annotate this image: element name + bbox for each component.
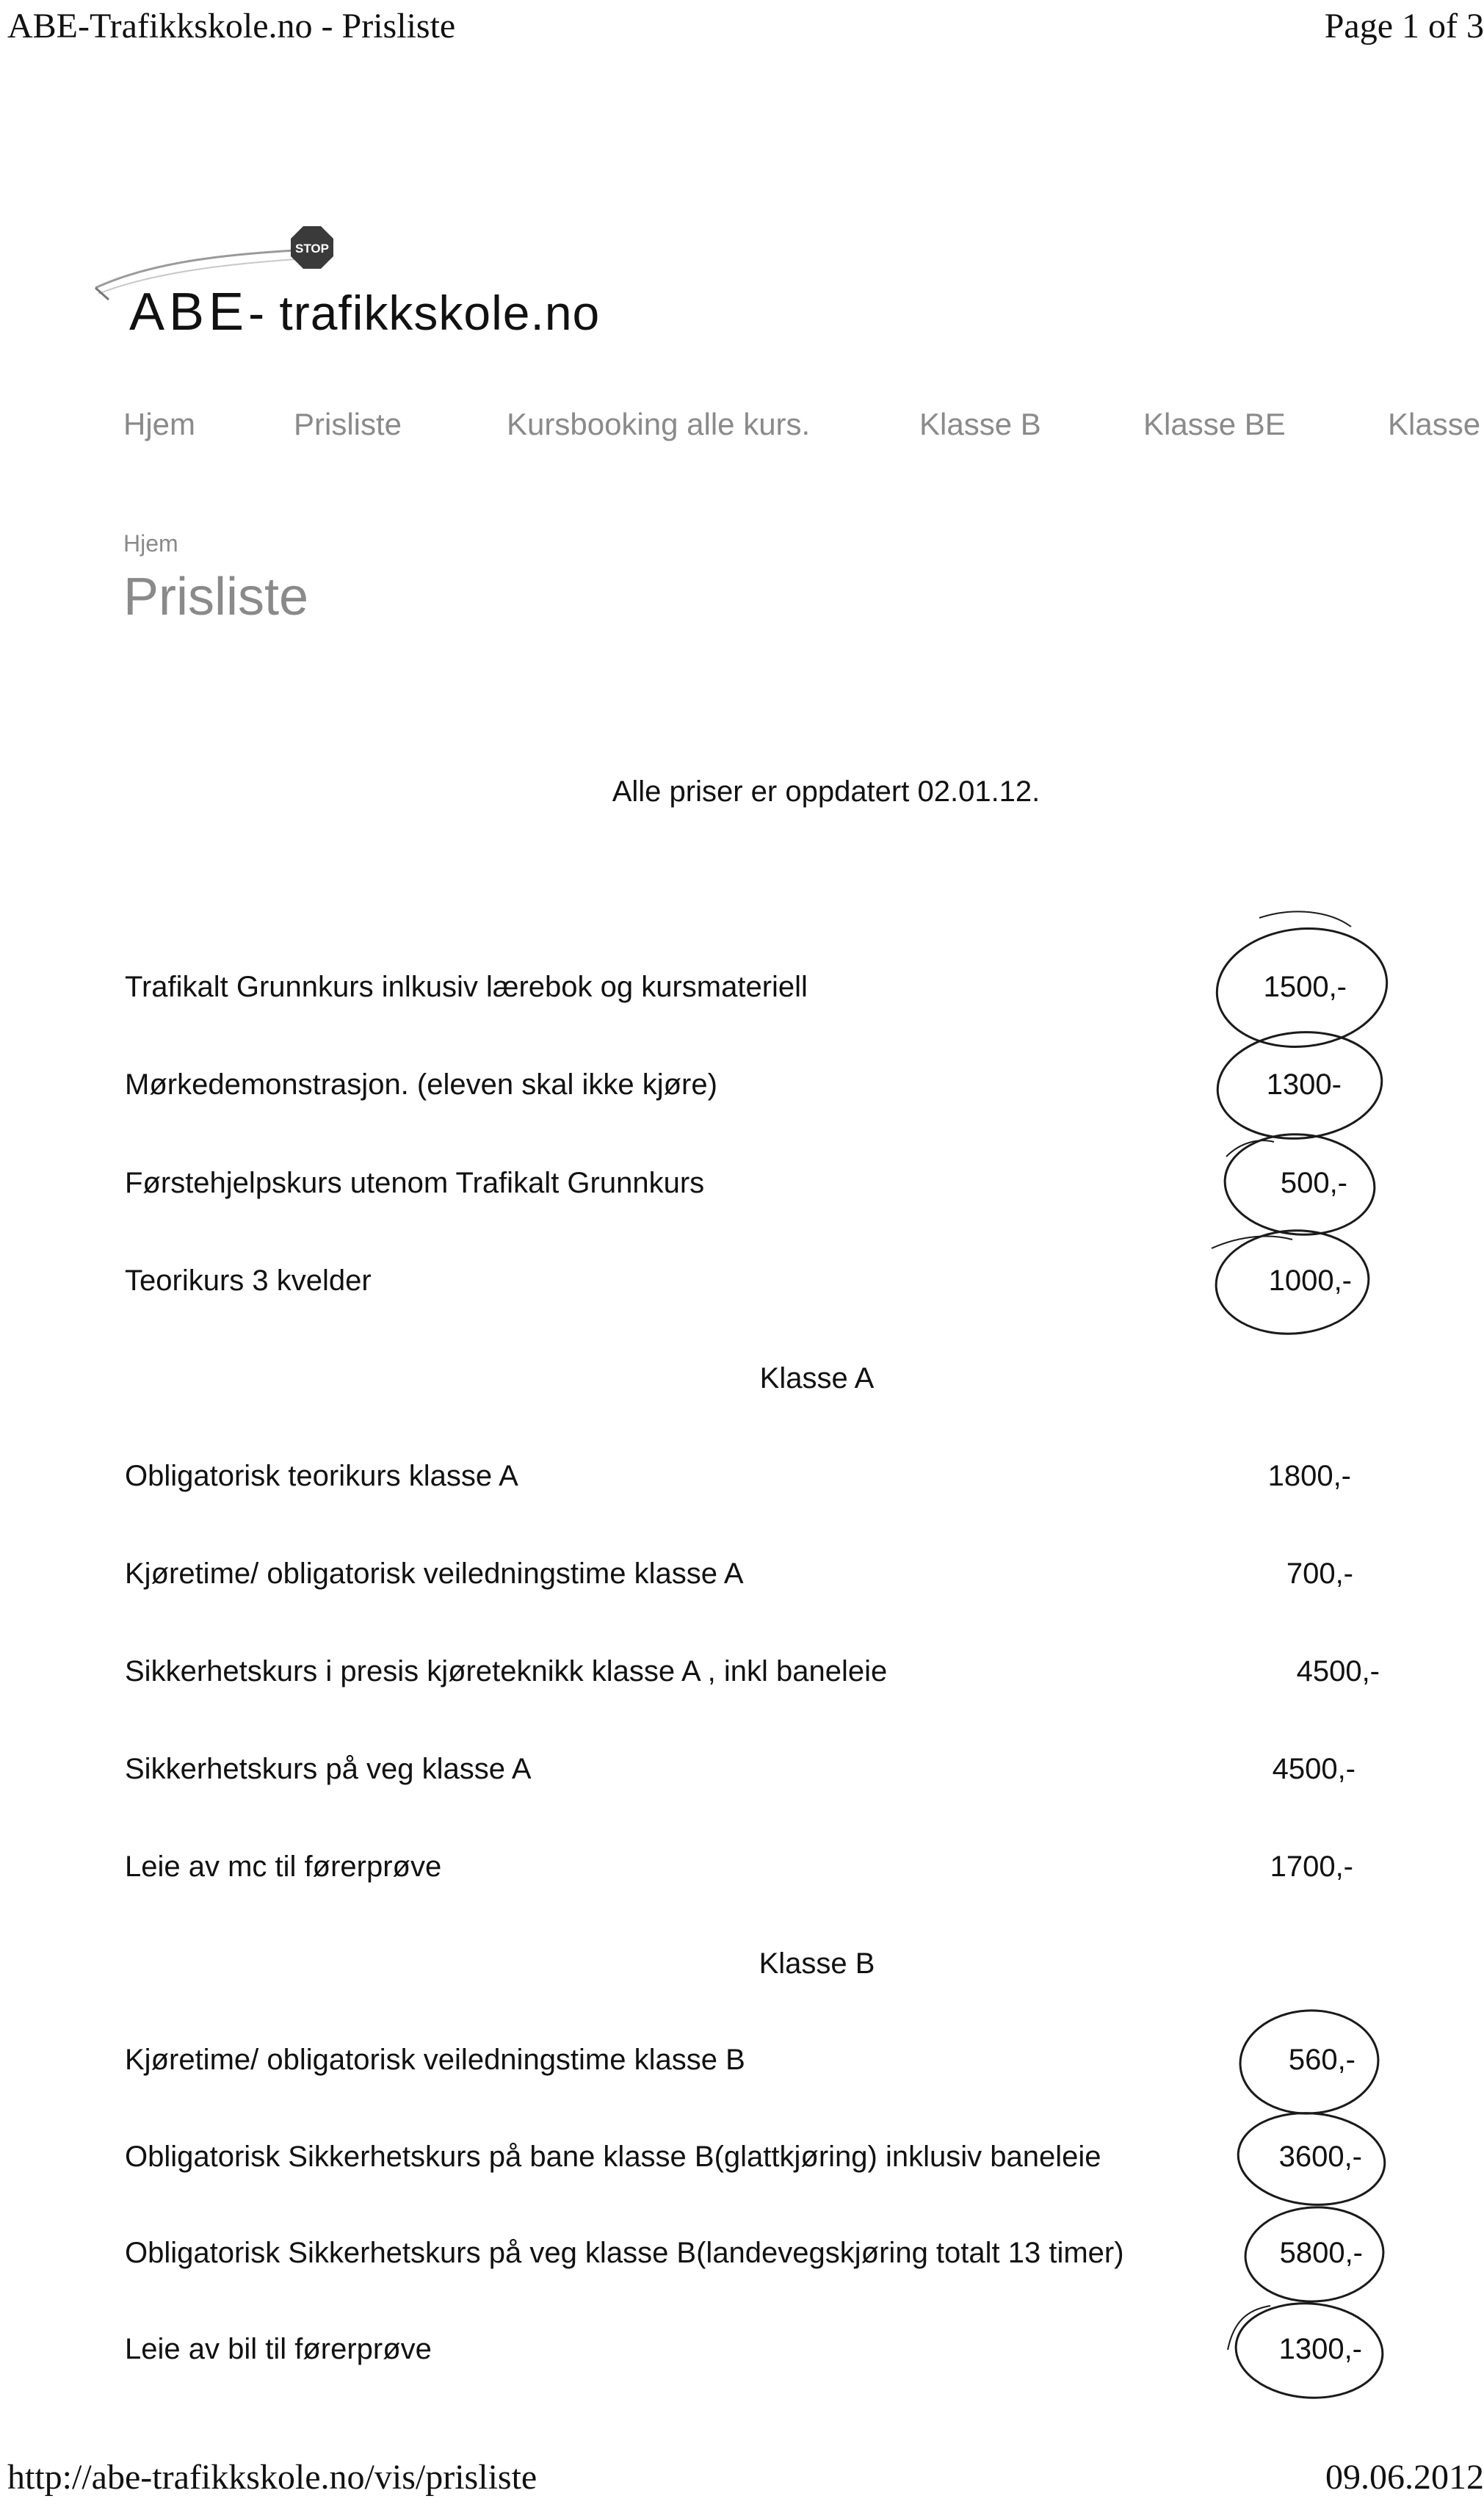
price-row-value: 1000,- <box>1268 1265 1352 1297</box>
price-row-label: Obligatorisk Sikkerhetskurs på bane klasse B(glattkjøring) inklusiv baneleie <box>125 2141 1101 2173</box>
breadcrumb-hjem[interactable]: Hjem <box>123 530 178 557</box>
print-footer-url: http://abe-trafikkskole.no/vis/prisliste <box>7 2458 538 2497</box>
logo-wordmark <box>129 282 600 342</box>
price-row-label: Teorikurs 3 kvelder <box>125 1265 372 1297</box>
price-row-value: 500,- <box>1280 1167 1347 1199</box>
price-row-label: Mørkedemonstrasjon. (eleven skal ikke kjøre) <box>125 1068 717 1101</box>
price-row-label: Obligatorisk Sikkerhetskurs på veg klasse B(landevegskjøring totalt 13 timer) <box>125 2237 1124 2269</box>
price-row-value: 1300,- <box>1278 2333 1362 2365</box>
print-footer-date: 09.06.2012 <box>1325 2458 1484 2497</box>
price-row-label: Leie av mc til førerprøve <box>125 1851 442 1883</box>
nav-item-kursbooking[interactable]: Kursbooking alle kurs. <box>507 407 811 441</box>
updated-note: Alle priser er oppdatert 02.01.12. <box>612 775 1040 808</box>
nav-item-hjem[interactable]: Hjem <box>123 407 196 441</box>
section-heading-klasse-b: Klasse B <box>759 1947 875 1980</box>
page-title: Prisliste <box>123 568 309 626</box>
price-row-value: 1500,- <box>1263 971 1347 1003</box>
price-row-label: Sikkerhetskurs på veg klasse A <box>125 1753 532 1785</box>
stop-sign-icon <box>291 226 333 269</box>
price-row-value: 3600,- <box>1278 2141 1362 2173</box>
stop-sign-text: STOP <box>295 242 329 256</box>
price-row-label: Leie av bil til førerprøve <box>125 2333 432 2365</box>
nav-item-klasse-b[interactable]: Klasse B <box>919 407 1041 441</box>
price-row-label: Obligatorisk teorikurs klasse A <box>125 1460 518 1492</box>
logo-domain: - trafikkskole.no <box>248 286 601 340</box>
price-row-value: 5800,- <box>1279 2237 1363 2269</box>
price-row-value: 4500,- <box>1296 1655 1380 1687</box>
price-row-value: 1800,- <box>1267 1460 1351 1492</box>
print-header-page-number: Page 1 of 3 <box>1324 7 1484 46</box>
price-row-label: Trafikalt Grunnkurs inlkusiv lærebok og kursmateriell <box>125 971 808 1003</box>
section-heading-klasse-a: Klasse A <box>759 1362 875 1394</box>
nav-item-prisliste[interactable]: Prisliste <box>294 407 402 441</box>
price-row-value: 4500,- <box>1272 1753 1355 1785</box>
price-row-value: 560,- <box>1288 2044 1355 2076</box>
nav-item-klasse-be[interactable]: Klasse BE <box>1143 407 1286 441</box>
price-row-value: 700,- <box>1286 1558 1353 1590</box>
price-row-value: 1700,- <box>1270 1851 1353 1883</box>
price-row-label: Kjøretime/ obligatorisk veiledningstime klasse B <box>125 2044 745 2076</box>
price-row-label: Kjøretime/ obligatorisk veiledningstime klasse A <box>125 1558 744 1590</box>
price-row-value: 1300- <box>1266 1068 1342 1101</box>
nav-item-klasse[interactable]: Klasse <box>1388 407 1481 441</box>
logo-abe: ABE <box>129 283 249 341</box>
price-row-label: Førstehjelpskurs utenom Trafikalt Grunnkurs <box>125 1167 705 1199</box>
print-header-title: ABE-Trafikkskole.no - Prisliste <box>7 7 456 46</box>
price-row-label: Sikkerhetskurs i presis kjøreteknikk klasse A , inkl baneleie <box>125 1655 888 1687</box>
